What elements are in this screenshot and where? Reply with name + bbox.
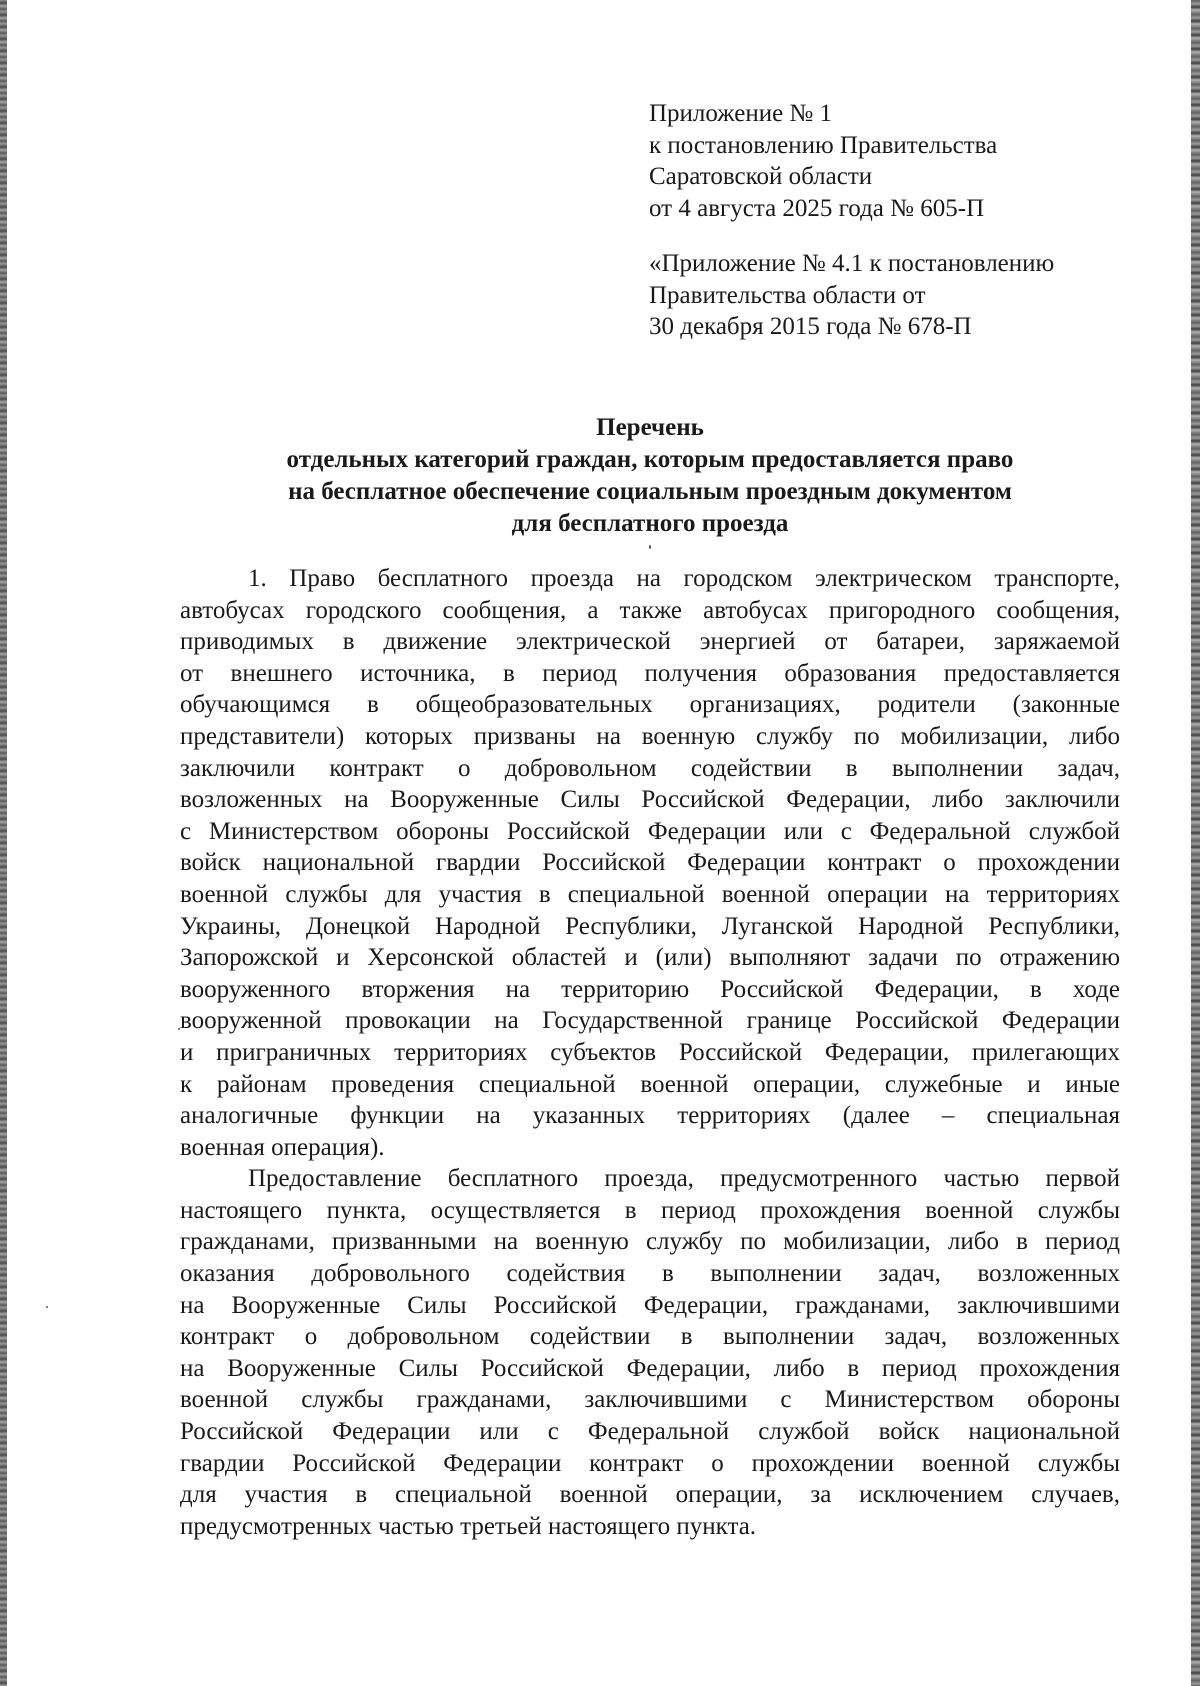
scan-speck [178,1028,180,1030]
title-line: на бесплатное обеспечение социальным проездным документом [288,478,1012,505]
approval-block-original-resolution [649,248,1129,343]
text-line: и приграничных территориях субъектов Российской Федерации, прилегающих [180,1038,1120,1066]
text-line: на Вооруженные Силы Российской Федерации, гражданами, заключившими [180,1291,1120,1319]
title-line: Перечень [596,414,704,441]
title-line: для бесплатного проезда [511,510,789,537]
approval-header [649,98,1129,343]
scan-edge-left [0,0,7,1686]
text-line: приводимых в движение электрической энергией от батареи, заряжаемой [180,628,1120,656]
text-line: Украины, Донецкой Народной Республики, Луганской Народной Республики, [180,912,1120,940]
text-line: для участия в специальной военной операции, за исключением случаев, [180,1481,1120,1509]
text-line: вооруженного вторжения на территорию Российской Федерации, в ходе [180,975,1120,1003]
scan-speck [46,1306,48,1308]
text-line: военная операция). [180,1133,385,1161]
document-title [180,412,1120,540]
text-line: войск национальной гвардии Российской Федерации контракт о прохождении [180,849,1120,877]
text-line: настоящего пункта, осуществляется в период прохождения военной службы [180,1196,1120,1224]
text-line: от внешнего источника, в период получения образования предоставляется [180,659,1120,687]
title-line: отдельных категорий граждан, которым предоставляется право [286,446,1014,473]
text-line: с Министерством обороны Российской Федерации или с Федеральной службой [180,817,1120,845]
text-line: заключили контракт о добровольном содействии в выполнении задач, [180,754,1120,782]
text-line: аналогичные функции на указанных территориях (далее – специальная [180,1102,1120,1130]
text-line: военной службы гражданами, заключившими с Министерством обороны [180,1386,1120,1414]
approval-line: к постановлению Правительства [649,131,998,159]
text-line: к районам проведения специальной военной операции, служебные и иные [180,1070,1120,1098]
approval-line: от 4 августа 2025 года № 605-П [649,194,985,222]
text-line: представители) которых призваны на военную службу по мобилизации, либо [180,722,1120,750]
text-line: оказания добровольного содействия в выполнении задач, возложенных [180,1260,1120,1288]
text-line: Российской Федерации или с Федеральной службой войск национальной [180,1418,1120,1446]
approval-line: Саратовской области [649,163,873,190]
text-line: контракт о добровольном содействии в выполнении задач, возложенных [180,1323,1120,1351]
text-line: обучающимся в общеобразовательных организациях, родители (законные [180,691,1120,719]
paragraph-2 [180,1163,1120,1542]
document-body [180,563,1120,1542]
text-line: гвардии Российской Федерации контракт о прохождении военной службы [180,1449,1120,1477]
scan-edge-right [1191,0,1200,1686]
approval-line: 30 декабря 2015 года № 678-П [649,313,972,340]
text-line: вооруженной провокации на Государственной границе Российской Федерации [180,1007,1120,1035]
text-line: гражданами, призванными на военную службу по мобилизации, либо в период [180,1228,1120,1256]
text-line: 1. Право бесплатного проезда на городском электрическом транспорте, [248,565,1120,592]
text-line: на Вооруженные Силы Российской Федерации, либо в период прохождения [180,1354,1120,1382]
text-line: возложенных на Вооруженные Силы Российской Федерации, либо заключили [180,786,1120,814]
scan-speck [649,545,651,549]
text-line: Предоставление бесплатного проезда, предусмотренного частью первой [248,1165,1120,1193]
text-line: военной службы для участия в специальной военной операции на территориях [180,880,1120,908]
text-line: Запорожской и Херсонской областей и (или) выполняют задачи по отражению [180,944,1120,972]
text-line: автобусах городского сообщения, а также автобусах пригородного сообщения, [180,596,1120,624]
approval-line: Приложение № 1 [649,100,833,127]
approval-line: «Приложение № 4.1 к постановлению [649,250,1055,277]
paragraph-1 [180,563,1120,1163]
text-line: предусмотренных частью третьей настоящего пункта. [180,1512,757,1540]
approval-line: Правительства области от [649,281,926,309]
approval-block-current-resolution [649,98,1129,224]
